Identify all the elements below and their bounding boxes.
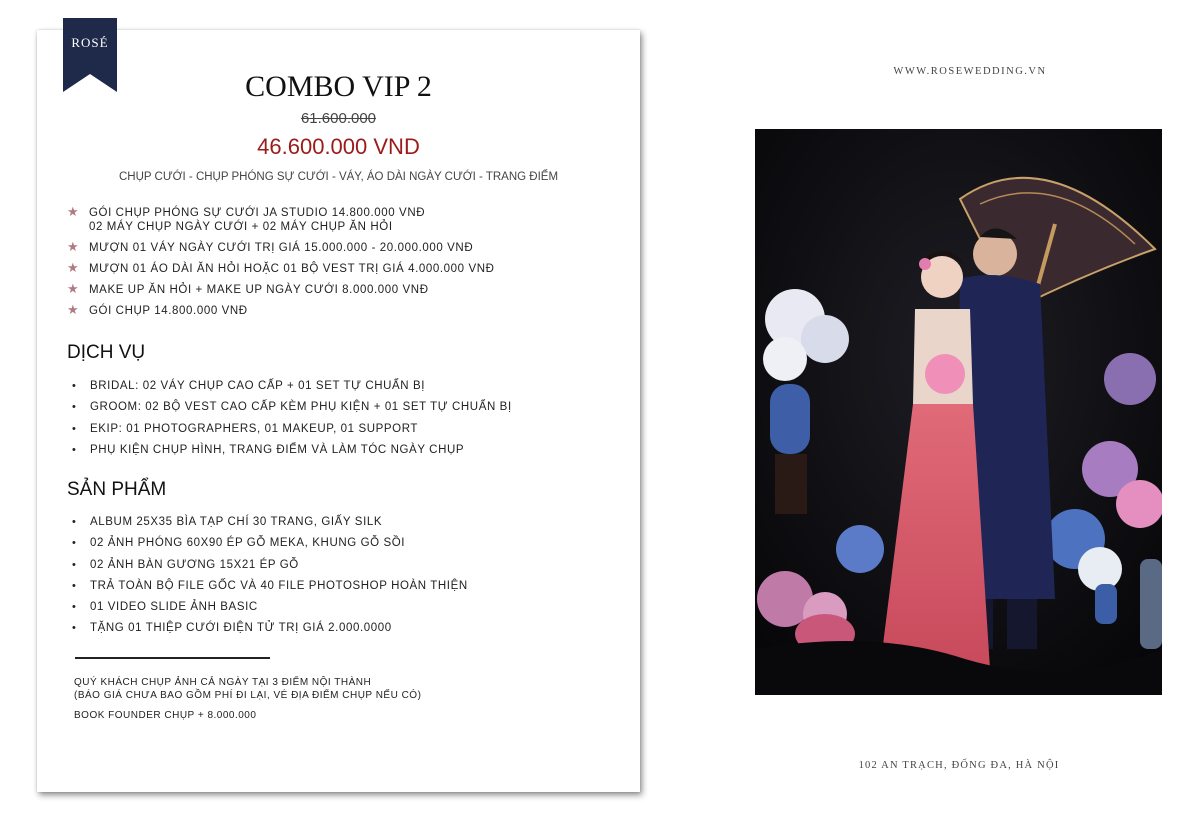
bullet-icon: • [72,537,77,550]
star-icon: ★ [67,204,80,219]
products-heading: SẢN PHẨM [67,479,167,500]
product-item [72,621,468,635]
service-item [72,400,512,414]
bullet-icon: • [72,579,77,592]
page-title: COMBO VIP 2 [245,70,432,103]
feature-text: MƯỢN 01 VÁY NGÀY CƯỚI TRỊ GIÁ 15.000.000 - 20.000.000 VNĐ [89,242,474,254]
feature-text: GÓI CHỤP 14.800.000 VNĐ [89,305,248,317]
note-founder: BOOK FOUNDER CHỤP + 8.000.000 [74,710,257,721]
note-travel: QUÝ KHÁCH CHỤP ẢNH CẢ NGÀY TẠI 3 ĐIỂM NỘI THÀNH (BÁO GIÁ CHƯA BAO GỒM PHÍ ĐI LẠI, VÉ ĐỊA ĐIỂM CHỤP NẾU CÓ) [74,677,422,701]
feature-list [67,206,495,325]
feature-item [67,241,495,255]
bullet-icon: • [72,443,77,456]
brand-logo-text: ROSÉ [71,35,109,50]
bullet-icon: • [72,622,77,635]
services-list [72,379,512,464]
feature-text: MƯỢN 01 ÁO DÀI ĂN HỎI HOẶC 01 BỘ VEST TRỊ GIÁ 4.000.000 VNĐ [89,263,495,275]
product-item [72,558,468,572]
product-item [72,579,468,593]
new-price: 46.600.000 VND [257,134,420,159]
product-text: 02 ẢNH BÀN GƯƠNG 15X21 ÉP GỖ [90,558,299,571]
feature-item [67,262,495,276]
services-heading: DỊCH VỤ [67,342,146,363]
service-text: BRIDAL: 02 VÁY CHỤP CAO CẤP + 01 SET TỰ CHUẨN BỊ [90,380,426,392]
feature-item [67,304,495,318]
star-icon: ★ [67,281,80,296]
star-icon: ★ [67,302,80,317]
couple-photo [755,129,1162,695]
old-price-value: 61.600.000 [300,110,377,127]
product-text: ALBUM 25X35 BÌA TẠP CHÍ 30 TRANG, GIẤY SILK [90,516,383,528]
product-text: TẶNG 01 THIỆP CƯỚI ĐIỆN TỬ TRỊ GIÁ 2.000.0000 [90,622,392,635]
product-text: 02 ẢNH PHÓNG 60X90 ÉP GỖ MEKA, KHUNG GỖ SỒI [90,537,406,550]
service-item [72,443,512,457]
service-item [72,422,512,436]
package-subtitle: CHỤP CƯỚI - CHỤP PHÓNG SỰ CƯỚI - VÁY, ÁO DÀI NGÀY CƯỚI - TRANG ĐIỂM [118,171,559,183]
feature-item [67,283,495,297]
bullet-icon: • [72,516,77,528]
bullet-icon: • [72,380,77,392]
products-list [72,515,468,643]
product-item [72,536,468,550]
product-text: 01 VIDEO SLIDE ẢNH BASIC [90,601,258,614]
service-item [72,379,512,393]
bullet-icon: • [72,422,77,435]
bullet-icon: • [72,401,77,414]
star-icon: ★ [67,239,80,254]
bullet-icon: • [72,601,77,614]
feature-item [67,206,495,234]
service-text: GROOM: 02 BỘ VEST CAO CẤP KÈM PHỤ KIỆN + 01 SET TỰ CHUẨN BỊ [90,401,512,414]
feature-text: GÓI CHỤP PHÓNG SỰ CƯỚI JA STUDIO 14.800.000 VNĐ 02 MÁY CHỤP NGÀY CƯỚI + 02 MÁY CHỤP ĂN HỎI [89,207,426,233]
product-item [72,600,468,614]
product-text: TRẢ TOÀN BỘ FILE GỐC VÀ 40 FILE PHOTOSHOP HOÀN THIỆN [90,579,468,592]
service-text: PHỤ KIỆN CHỤP HÌNH, TRANG ĐIỂM VÀ LÀM TÓC NGÀY CHỤP [90,443,465,456]
website-link[interactable]: WWW.ROSEWEDDING.VN [893,66,1047,77]
product-item [72,515,468,529]
studio-address: 102 AN TRẠCH, ĐỐNG ĐA, HÀ NỘI [858,760,1060,771]
feature-text: MAKE UP ĂN HỎI + MAKE UP NGÀY CƯỚI 8.000.000 VNĐ [89,284,429,296]
service-text: EKIP: 01 PHOTOGRAPHERS, 01 MAKEUP, 01 SUPPORT [90,422,419,435]
star-icon: ★ [67,260,80,275]
old-price [37,110,640,127]
bullet-icon: • [72,558,77,571]
divider [75,657,270,659]
